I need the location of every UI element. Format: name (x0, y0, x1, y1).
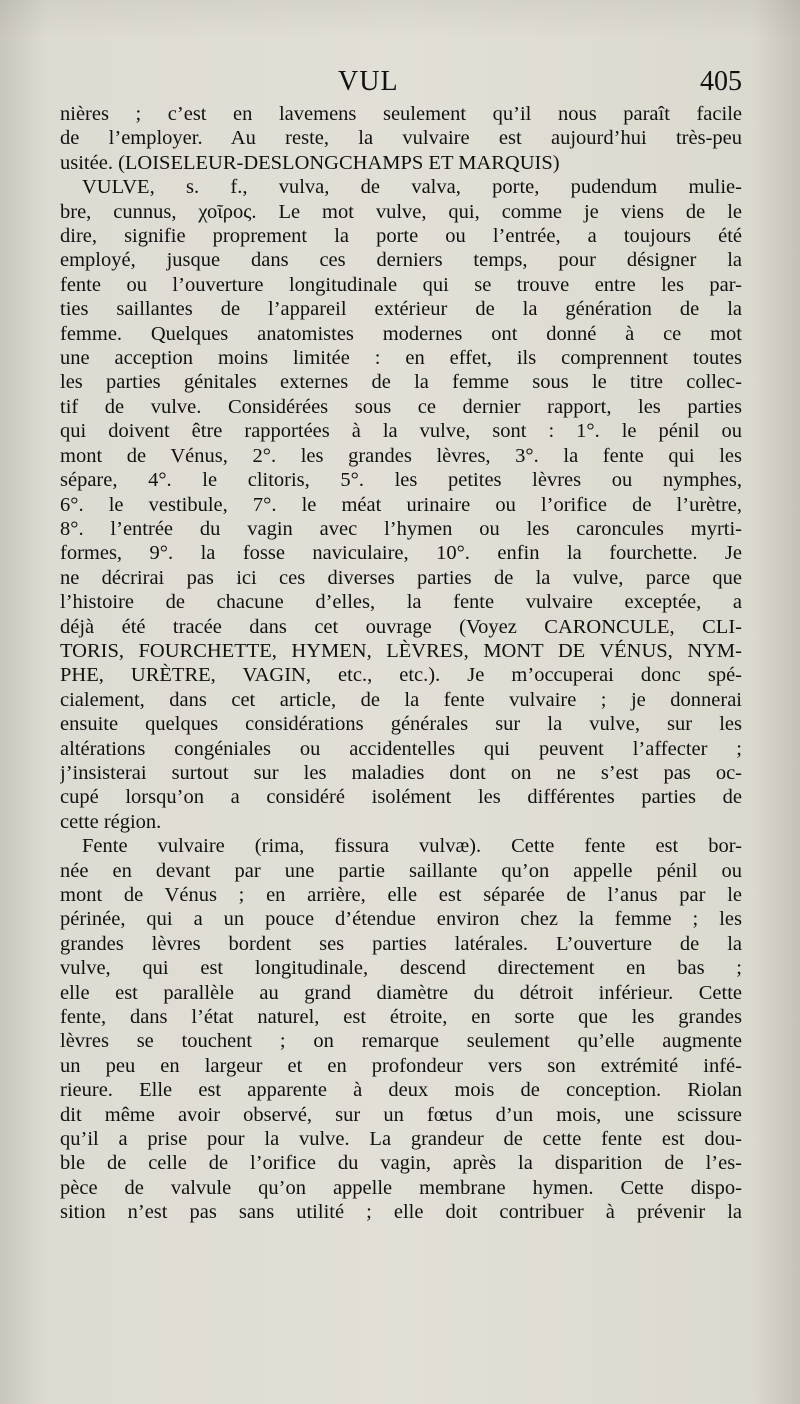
text-line: qu’il a prise pour la vulve. La grandeur de cette fente est dou- (60, 1128, 742, 1151)
text-line: cette région. (60, 810, 162, 833)
text-line: les parties génitales externes de la femme sous le titre collec- (60, 371, 742, 394)
text-line: dit même avoir observé, sur un fœtus d’un mois, une scissure (60, 1103, 742, 1126)
text-line: sition n’est pas sans utilité ; elle doit contribuer à prévenir la (60, 1201, 742, 1224)
text-line: 8°. l’entrée du vagin avec l’hymen ou les caroncules myrti- (60, 517, 742, 540)
running-head: VUL (338, 66, 399, 97)
text-line: usitée. (LOISELEUR-DESLONGCHAMPS ET MARQUIS) (60, 151, 560, 174)
text-line: elle est parallèle au grand diamètre du détroit inférieur. Cette (60, 981, 742, 1004)
text-line: mont de Vénus ; en arrière, elle est séparée de l’anus par le (60, 884, 742, 906)
text-line: ne décrirai pas ici ces diverses parties de la vulve, parce que (60, 566, 742, 589)
text-line: TORIS, FOURCHETTE, HYMEN, LÈVRES, MONT DE VÉNUS, NYM- (60, 639, 742, 662)
text-line: VULVE, s. f., vulva, de valva, porte, pudendum mulie- (82, 176, 742, 199)
body-text (60, 102, 742, 1225)
text-line: j’insisterai surtout sur les maladies dont on ne s’est pas oc- (60, 761, 742, 784)
text-line: née en devant par une partie saillante qu’on appelle pénil ou (60, 859, 742, 882)
text-line: cialement, dans cet article, de la fente vulvaire ; je donnerai (60, 688, 742, 711)
text-line: ble de celle de l’orifice du vagin, après la disparition de l’es- (60, 1152, 742, 1175)
text-line: une acception moins limitée : en effet, ils comprennent toutes (60, 347, 742, 370)
text-line: lèvres se touchent ; on remarque seulement qu’elle augmente (60, 1030, 742, 1053)
text-line: altérations congéniales ou accidentelles qui peuvent l’affecter ; (60, 737, 742, 760)
text-line: vulve, qui est longitudinale, descend directement en bas ; (60, 957, 742, 980)
text-line: dire, signifie proprement la porte ou l’entrée, a toujours été (60, 225, 742, 248)
text-line: femme. Quelques anatomistes modernes ont donné à ce mot (60, 322, 742, 345)
text-line: fente ou l’ouverture longitudinale qui se trouve entre les par- (60, 273, 742, 296)
text-line: ties saillantes de l’appareil extérieur de la génération de la (60, 298, 742, 321)
page-shading (0, 0, 800, 40)
text-line: qui doivent être rapportées à la vulve, sont : 1°. le pénil ou (60, 420, 742, 443)
text-line: 6°. le vestibule, 7°. le méat urinaire ou l’orifice de l’urètre, (60, 493, 742, 516)
page-header (70, 66, 742, 100)
text-line: ensuite quelques considérations générales sur la vulve, sur les (60, 713, 742, 736)
text-line: mont de Vénus, 2°. les grandes lèvres, 3°. la fente qui les (60, 444, 742, 467)
text-line: tif de vulve. Considérées sous ce dernier rapport, les parties (60, 395, 742, 418)
text-line: l’histoire de chacune d’elles, la fente vulvaire exceptée, a (60, 591, 742, 614)
text-line: bre, cunnus, χοῖρος. Le mot vulve, qui, comme je viens de le (60, 200, 742, 223)
text-line: Fente vulvaire (rima, fissura vulvæ). Cette fente est bor- (82, 835, 742, 858)
text-line: formes, 9°. la fosse naviculaire, 10°. enfin la fourchette. Je (60, 542, 742, 565)
text-line: sépare, 4°. le clitoris, 5°. les petites lèvres ou nymphes, (60, 469, 742, 492)
text-line: périnée, qui a un pouce d’étendue environ chez la femme ; les (60, 908, 742, 931)
text-line: cupé lorsqu’on a considéré isolément les différentes parties de (60, 786, 742, 809)
text-line: un peu en largeur et en profondeur vers son extrémité infé- (60, 1054, 742, 1077)
text-line: nières ; c’est en lavemens seulement qu’il nous paraît facile (60, 103, 742, 125)
text-line: PHE, URÈTRE, VAGIN, etc., etc.). Je m’occuperai donc spé- (60, 664, 742, 687)
text-line: grandes lèvres bordent ses parties latérales. L’ouverture de la (60, 932, 742, 955)
page-number: 405 (700, 66, 742, 97)
text-line: déjà été tracée dans cet ouvrage (Voyez CARONCULE, CLI- (60, 615, 742, 638)
text-line: fente, dans l’état naturel, est étroite, en sorte que les grandes (60, 1006, 742, 1029)
text-line: pèce de valvule qu’on appelle membrane hymen. Cette dispo- (60, 1176, 742, 1199)
text-line: de l’employer. Au reste, la vulvaire est aujourd’hui très-peu (60, 127, 742, 150)
text-line: rieure. Elle est apparente à deux mois de conception. Riolan (60, 1079, 742, 1102)
text-line: employé, jusque dans ces derniers temps, pour désigner la (60, 249, 742, 272)
